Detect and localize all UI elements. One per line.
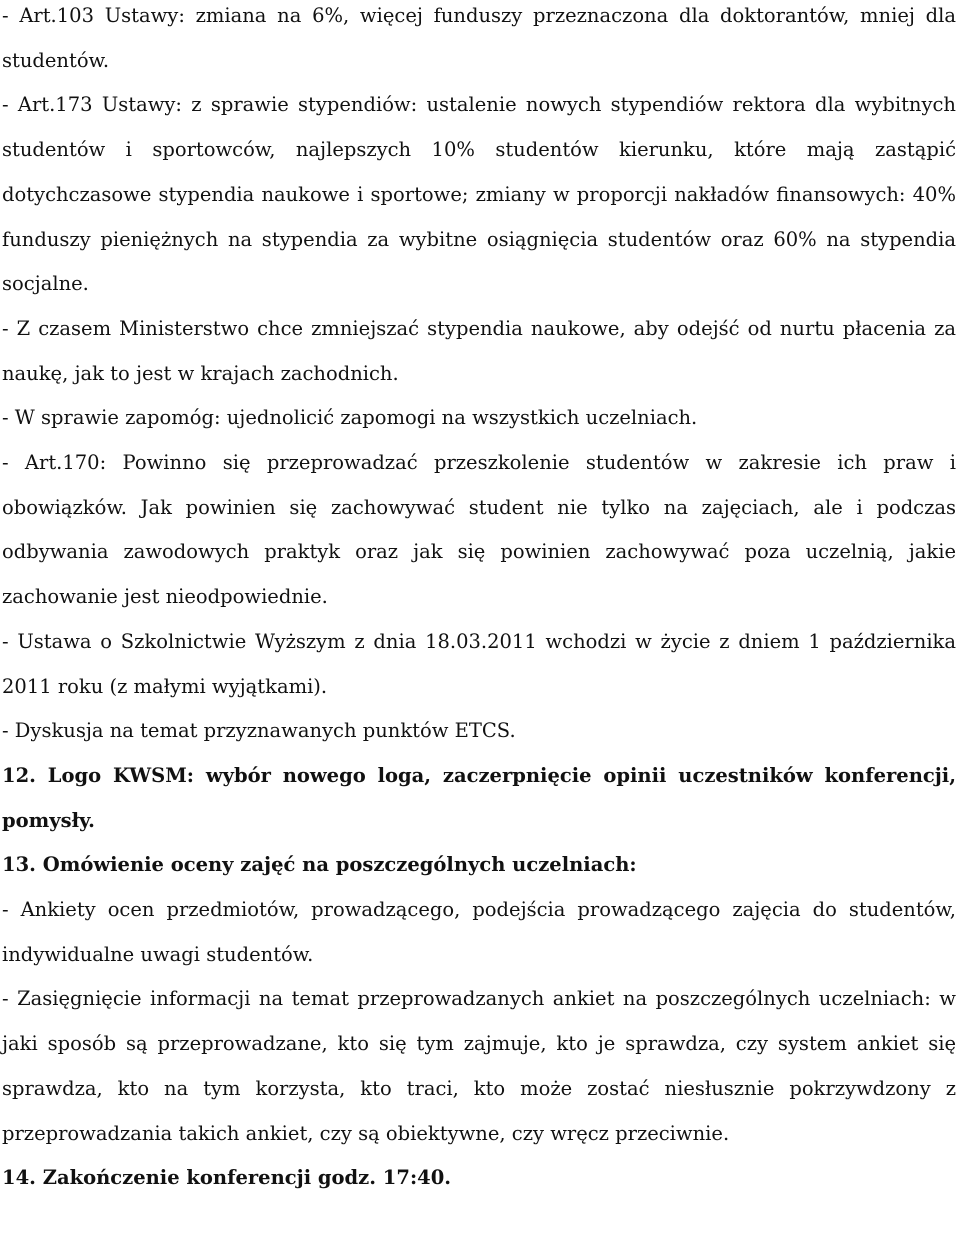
paragraph-art173: - Art.173 Ustawy: z sprawie stypendiów: ustalenie nowych stypendiów rektora dla wybitnych studentów i sportowców, najlepszych 10% studentów kierunku, które mają zastąpić dotychczasowe stypendia naukowe i sportowe; zmiany w proporcji nakładów finansowych: 40% funduszy pieniężnych na stypendia za wybitne osiągnięcia studentów oraz 60% na stypendia socjalne.	[2, 93, 956, 296]
section-heading-13: 13. Omówienie oceny zajęć na poszczególnych uczelniach:	[2, 853, 637, 877]
paragraph-etcs: - Dyskusja na temat przyznawanych punktów ETCS.	[2, 719, 516, 743]
paragraph-ustawa: - Ustawa o Szkolnictwie Wyższym z dnia 18.03.2011 wchodzi w życie z dniem 1 października 2011 roku (z małymi wyjątkami).	[2, 629, 956, 698]
paragraph-art103: - Art.103 Ustawy: zmiana na 6%, więcej funduszy przeznaczona dla doktorantów, mniej dla studentów.	[2, 4, 956, 72]
paragraph-zasiegniecie: - Zasięgnięcie informacji na temat przeprowadzanych ankiet na poszczególnych uczelniach: w jaki sposób są przeprowadzane, kto się tym zajmuje, kto je sprawdza, czy system ankiet się sprawdza, kto na tym korzysta, kto traci, kto może zostać niesłusznie pokrzywdzony z przeprowadzania takich ankiet, czy są obiektywne, czy wręcz przeciwnie.	[2, 987, 956, 1145]
paragraph-ankiety: - Ankiety ocen przedmiotów, prowadzącego, podejścia prowadzącego zajęcia do studentów, indywidualne uwagi studentów.	[2, 898, 956, 966]
section-heading-12: 12. Logo KWSM: wybór nowego loga, zaczerpnięcie opinii uczestników konferencji, pomysły.	[2, 763, 956, 832]
paragraph-ministerstwo: - Z czasem Ministerstwo chce zmniejszać stypendia naukowe, aby odejść od nurtu płacenia za naukę, jak to jest w krajach zachodnich.	[2, 316, 956, 385]
paragraph-zapomogi: - W sprawie zapomóg: ujednolicić zapomogi na wszystkich uczelniach.	[2, 406, 698, 430]
section-heading-14: 14. Zakończenie konferencji godz. 17:40.	[2, 1166, 452, 1190]
paragraph-art170: - Art.170: Powinno się przeprowadzać przeszkolenie studentów w zakresie ich praw i obowiązków. Jak powinien się zachowywać student nie tylko na zajęciach, ale i podczas odbywania zawodowych praktyk oraz jak się powinien zachowywać poza uczelnią, jakie zachowanie jest nieodpowiednie.	[2, 451, 956, 609]
